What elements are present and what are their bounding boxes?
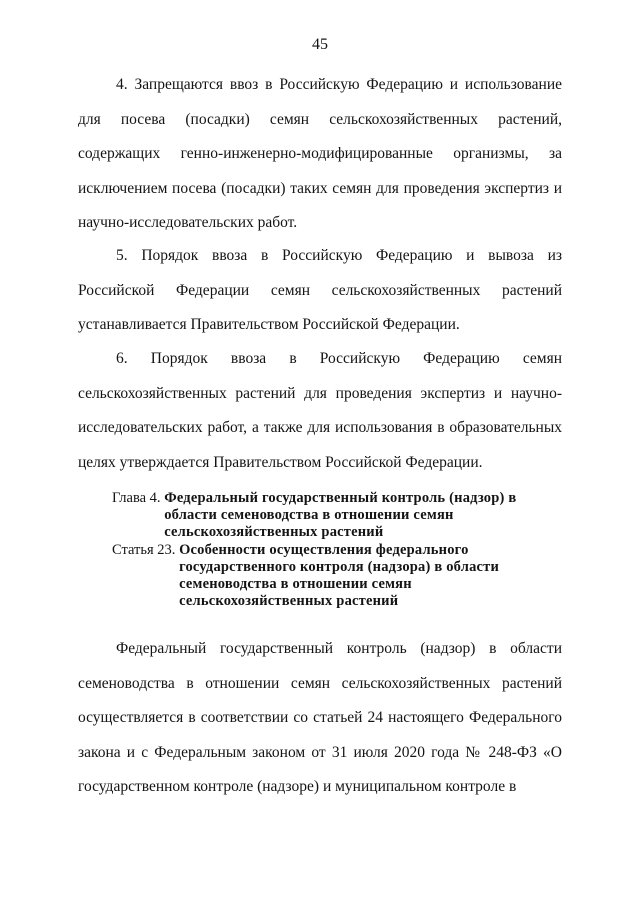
paragraph-item-4: 4. Запрещаются ввоз в Российскую Федерацию и использование для посева (посадки) семян сельскохозяйственных растений, содержащих генно-инженерно-модифицированные организмы, за исключением посева (посадки) таких семян для проведения экспертиз и научно-исследовательских работ. [78,76,562,231]
article-heading [112,542,552,610]
paragraph-item-5: 5. Порядок ввоза в Российскую Федерацию и вывоза из Российской Федерации семян сельскохозяйственных растений устанавливается Правительством Российской Федерации. [78,247,562,333]
page-number: 45 [312,36,328,53]
chapter-label: Глава 4. [112,490,165,506]
paragraph-item-6: 6. Порядок ввоза в Российскую Федерацию семян сельскохозяйственных растений для проведения экспертиз и научно-исследовательских работ, а также для использования в образовательных целях утверждается Правительством Российской Федерации. [78,350,562,471]
article-label: Статья 23. [112,542,180,558]
article-body-paragraph: Федеральный государственный контроль (надзор) в области семеноводства в отношении семян сельскохозяйственных растений осуществляется в соответствии со статьей 24 настоящего Федерального закона и с Федеральным законом от 31 июля 2020 года № 248-ФЗ «О государственном контроле (надзоре) и муниципальном контроле в [78,640,562,795]
chapter-title: Федеральный государственный контроль (надзор) в области семеноводства в отношении семян сельскохозяйственных растений [164,490,517,540]
article-title: Особенности осуществления федерального государственного контроля (надзора) в области семеноводства в отношении семян сельскохозяйственных растений [179,542,500,609]
chapter-heading [112,490,552,541]
